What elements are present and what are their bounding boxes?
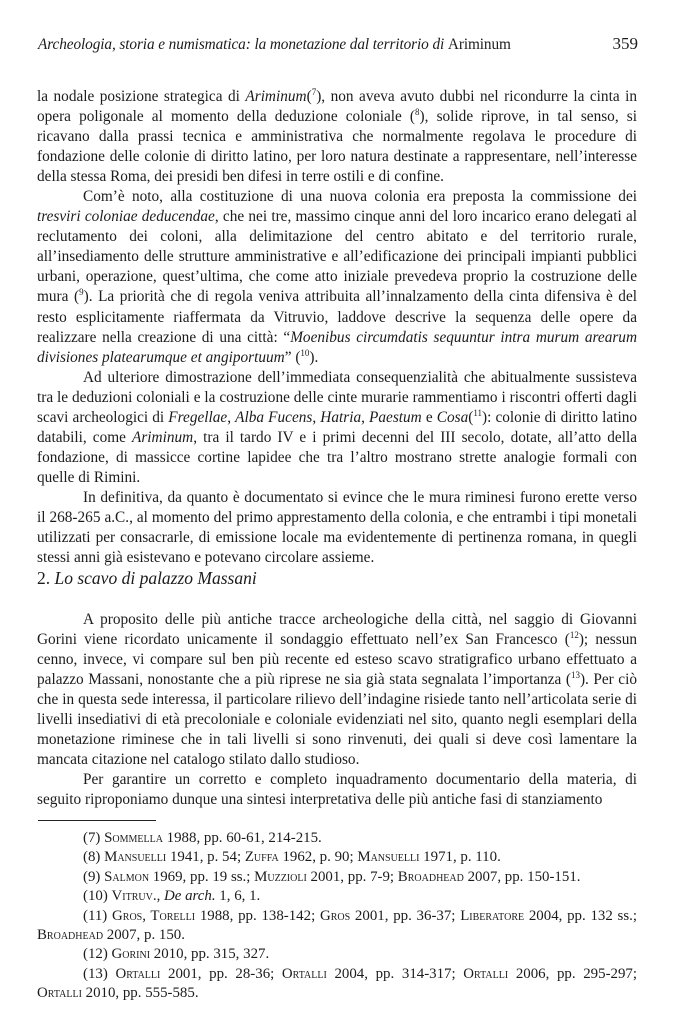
paragraph: Per garantire un corretto e completo inquadramento documentario della materia, di seguito riproponiamo dunque una sintesi interpretativa delle più antiche fasi di stanziamento — [37, 771, 637, 809]
footnote: (9) Salmon 1969, pp. 19 ss.; Muzzioli 2001, pp. 7-9; Broadhead 2007, pp. 150-151. — [83, 868, 581, 885]
section-heading — [37, 568, 257, 589]
footnotes — [37, 829, 637, 1004]
footnote: (11) Gros, Torelli 1988, pp. 138-142; Gros 2001, pp. 36-37; Liberatore 2004, pp. 132 ss.; Broadhead 2007, p. 150. — [37, 907, 638, 944]
section-number: 2. — [37, 568, 51, 588]
running-title-place: Ariminum — [447, 36, 511, 53]
section-title: Lo scavo di palazzo Massani — [54, 568, 257, 588]
paragraph: la nodale posizione strategica di Ariminum($^7$), non aveva avuto dubbi nel ricondurre la cinta in opera poligonale al momento della deduzione coloniale ($^8$), solide riprove, in tal senso, si ricavano dalla prassi tecnica e amministrativa che normalmente regolava le procedure di fondazione delle colonie di diritto latino, per loro natura destinate a rappresentare, nell’interesse della stessa Roma, dei presidi ben difesi in terre ostili e di confine. — [37, 86, 638, 186]
footnote-divider — [38, 820, 156, 821]
body-text — [37, 87, 637, 568]
running-title — [38, 36, 511, 54]
paragraph: Ad ulteriore dimostrazione dell’immediata consequenzialità che abitualmente sussisteva tra le deduzioni coloniali e la costruzione delle cinte murarie rammentiamo i riscontri offerti dagli scavi archeologici di Fregellae, Alba Fucens, Hatria, Paestum e Cosa($^{11}$): colonie di diritto latino databili, come Ariminum, tra il tardo IV e i primi decenni del III secolo, dotate, all’atto della fondazione, di massicce cortine lapidee che tra l’altro mostrano strette analogie formali con quelle di Rimini. — [37, 368, 637, 486]
paragraph: A proposito delle più antiche tracce archeologiche della città, nel saggio di Giovanni Gorini viene ricordato unicamente il sondaggio effettuato nell’ex San Francesco ($^{12}$); nessun cenno, invece, vi compare sul ben più recente ed esteso scavo stratigrafico urbano effettuato a palazzo Massani, nonostante che a più riprese ne sia già stata segnalata l’importanza ($^{13}$). Per ciò che in questa sede interessa, il particolare rilievo dell’indagine risiede tanto nell’articolata serie di livelli insediativi di età precoloniale e coloniale evidenziati nel sito, quanto negli esemplari della monetazione riminese che in tali livelli si sono rinvenuti, dei quali si deve così lamentare la mancata citazione nel catalogo stilato dallo studioso. — [37, 611, 637, 769]
footnote: (7) Sommella 1988, pp. 60-61, 214-215. — [83, 830, 322, 846]
paragraph: In definitiva, da quanto è documentato si evince che le mura riminesi furono erette verso il 268-265 a.C., al momento del primo apprestamento della colonia, e che entrambi i tipi monetali utilizzati per consacrarle, di emissione locale ma evidentemente di pertinenza romana, in quegli stessi anni già esistevano e potevano circolare assieme. — [37, 488, 637, 567]
footnote: (8) Mansuelli 1941, p. 54; Zuffa 1962, p. 90; Mansuelli 1971, p. 110. — [83, 849, 501, 866]
running-title-text: Archeologia, storia e numismatica: la monetazione dal territorio di — [38, 36, 448, 53]
footnote: (13) Ortalli 2001, pp. 28-36; Ortalli 2004, pp. 314-317; Ortalli 2006, pp. 295-297; Ortalli 2010, pp. 555-585. — [37, 965, 637, 1002]
page-number: 359 — [612, 34, 638, 53]
running-head — [38, 36, 638, 58]
section-body-text — [37, 610, 637, 810]
paragraph: Com’è noto, alla costituzione di una nuova colonia era preposta la commissione dei tresviri coloniae deducendae, che nei tre, massimo cinque anni del loro incarico erano delegati al reclutamento dei coloni, alla delimitazione del centro abitato e del territorio rurale, all’insediamento delle strutture amministrative e all’edificazione dei principali impianti pubblici urbani, operazione, quest’ultima, che come atto iniziale prevedeva proprio la costruzione delle mura ($^9$). La priorità che di regola veniva attribuita all’innalzamento della cinta difensiva è del resto esplicitamente riaffermata da Vitruvio, laddove descrive la sequenza delle opere da realizzare nella creazione di una città: “Moenibus circumdatis sequuntur intra murum arearum divisiones platearumque et angiportuum” ($^{10}$). — [37, 188, 637, 366]
footnote: (10) Vitruv., De arch. 1, 6, 1. — [83, 888, 261, 905]
footnote: (12) Gorini 2010, pp. 315, 327. — [83, 946, 270, 963]
